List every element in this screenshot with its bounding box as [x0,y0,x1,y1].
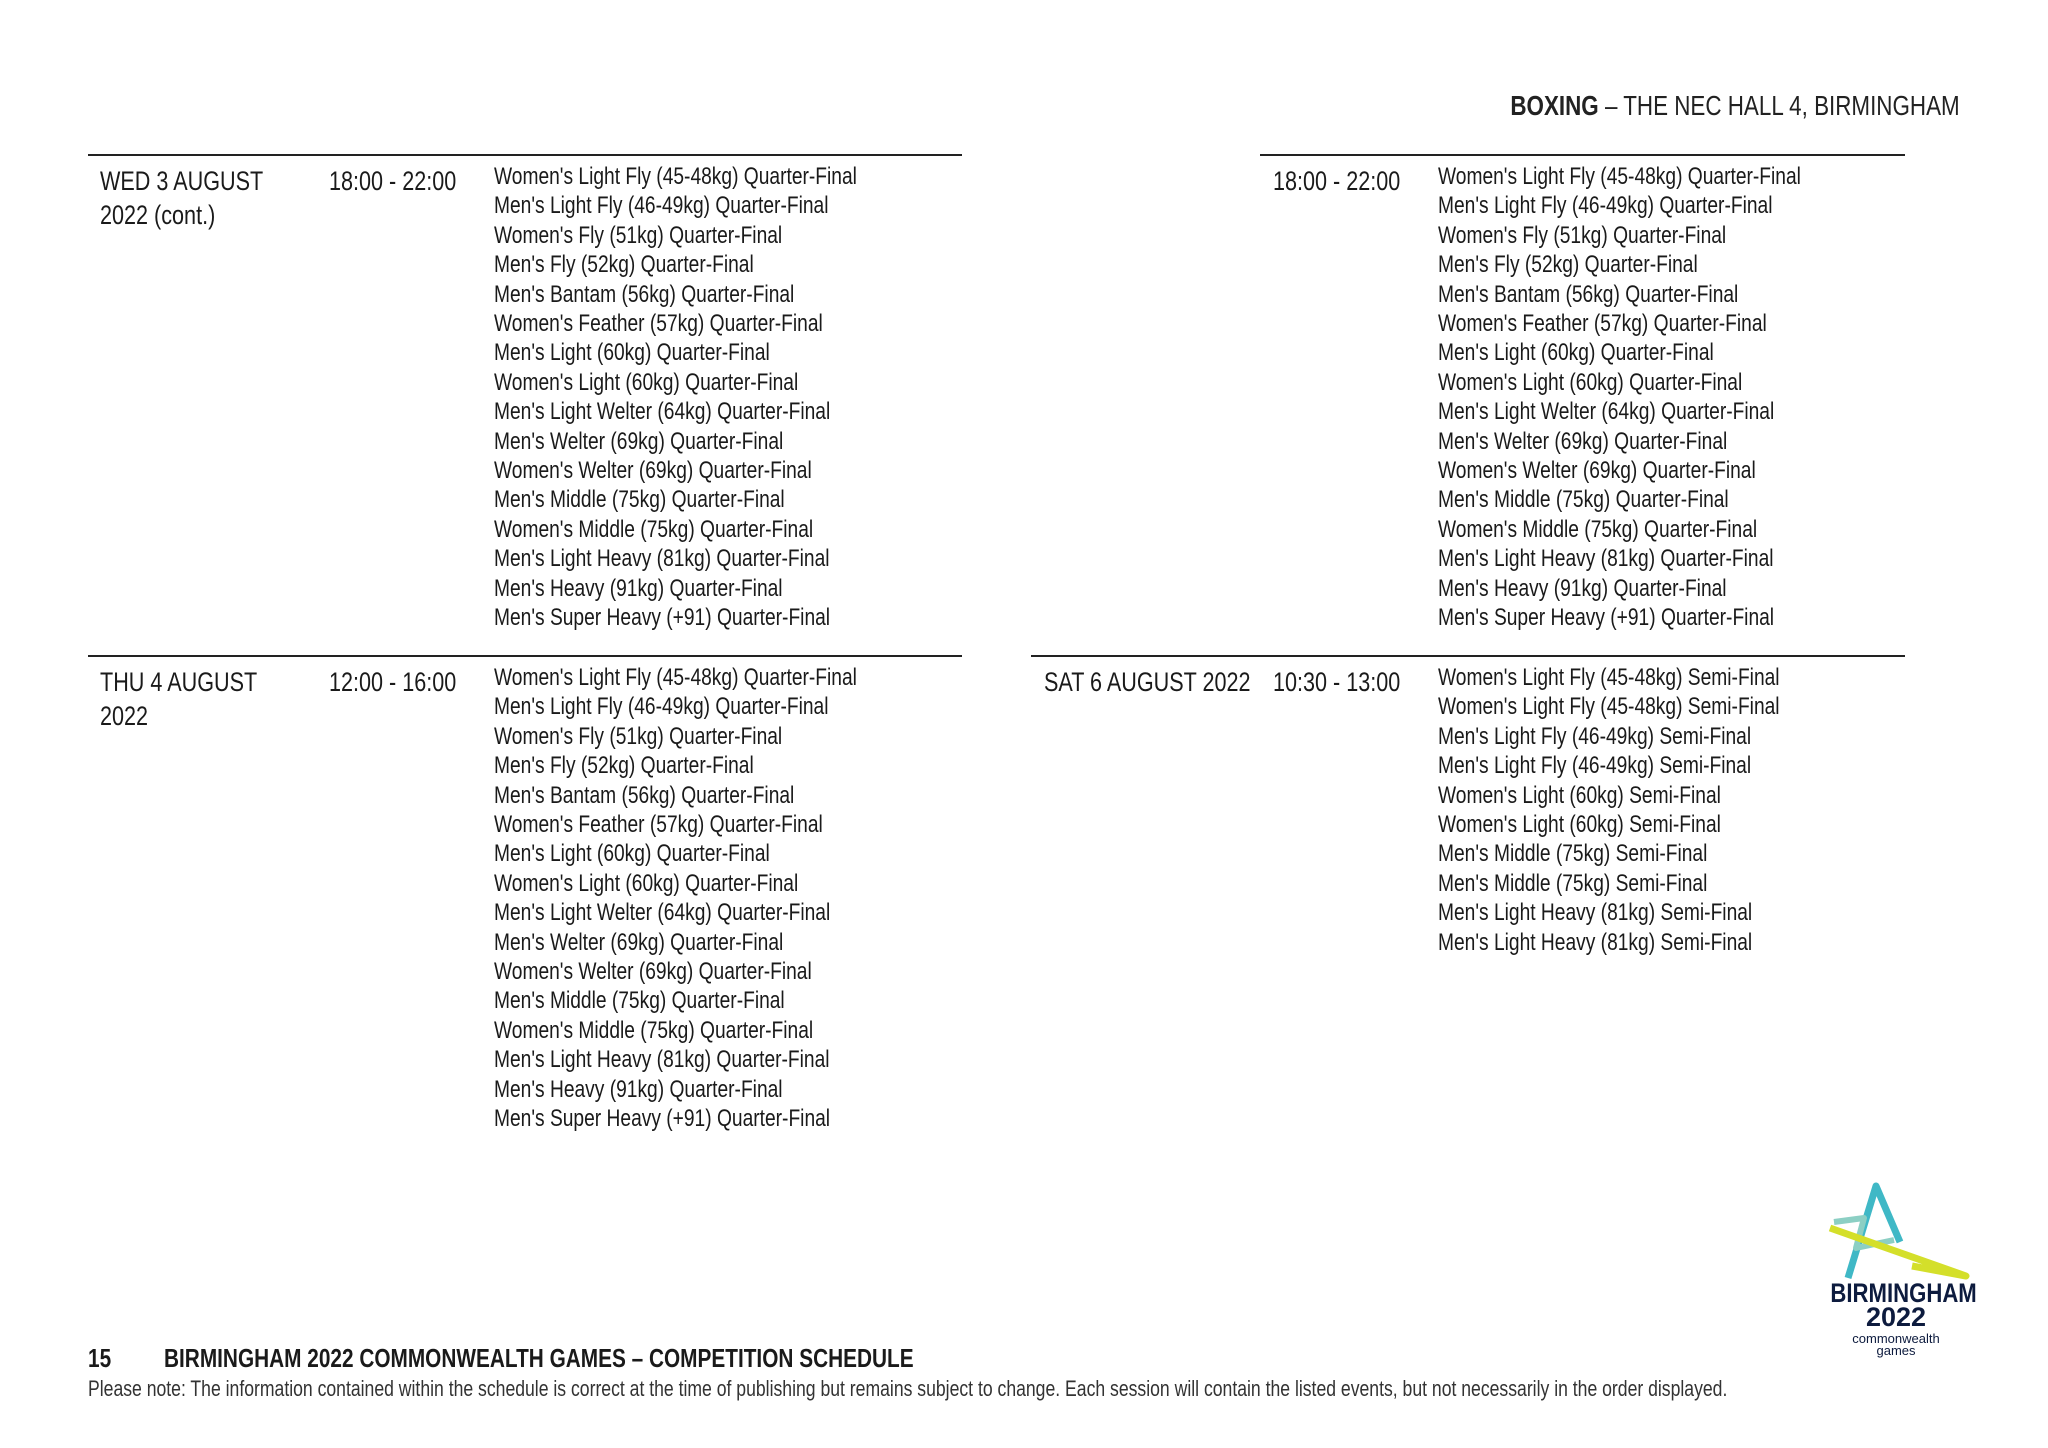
event-item: Men's Light Heavy (81kg) Semi-Final [1438,928,1753,956]
event-item: Men's Welter (69kg) Quarter-Final [494,928,784,956]
session-time: 10:30 - 13:00 [1273,667,1401,697]
event-item: Women's Light (60kg) Quarter-Final [1438,368,1743,396]
event-item: Men's Light Welter (64kg) Quarter-Final [1438,398,1775,426]
session-date-line: 2022 [100,701,149,731]
event-item: Men's Welter (69kg) Quarter-Final [1438,427,1728,455]
event-item: Men's Light Fly (46-49kg) Quarter-Final [1438,192,1773,220]
event-list [494,663,948,1134]
event-item: Women's Fly (51kg) Quarter-Final [494,221,783,249]
event-item: Women's Middle (75kg) Quarter-Final [494,515,814,543]
event-item: Women's Middle (75kg) Quarter-Final [1438,515,1758,543]
event-item: Women's Welter (69kg) Quarter-Final [494,457,812,485]
triangle-emblem-icon [1816,1178,1976,1283]
page-number: 15 [88,1343,112,1373]
event-item: Women's Light Fly (45-48kg) Semi-Final [1438,664,1780,691]
event-item: Men's Light Fly (46-49kg) Semi-Final [1438,722,1752,750]
event-item: Women's Middle (75kg) Quarter-Final [494,1016,814,1044]
session-time: 18:00 - 22:00 [1273,166,1401,196]
event-item: Women's Fly (51kg) Quarter-Final [1438,221,1727,249]
logo-wordmark: BIRMINGHAM [1830,1278,1977,1308]
session-block [1031,655,1905,975]
session-block [88,655,962,1135]
session-time: 12:00 - 16:00 [329,667,457,697]
event-item: Men's Middle (75kg) Semi-Final [1438,869,1708,897]
event-item: Men's Light (60kg) Quarter-Final [1438,339,1714,367]
document-title: BIRMINGHAM 2022 COMMONWEALTH GAMES – COMPETITION SCHEDULE [164,1343,914,1373]
event-item: Men's Middle (75kg) Quarter-Final [494,486,785,514]
event-item: Women's Light (60kg) Semi-Final [1438,781,1721,809]
event-item: Women's Fly (51kg) Quarter-Final [494,722,783,750]
page-header [1511,90,1960,122]
event-item: Men's Light Heavy (81kg) Semi-Final [1438,899,1753,927]
session-time: 18:00 - 22:00 [329,166,457,196]
event-item: Men's Light (60kg) Quarter-Final [494,840,770,868]
event-item: Men's Light Welter (64kg) Quarter-Final [494,899,831,927]
session-divider [1031,655,1905,657]
event-item: Men's Light Fly (46-49kg) Semi-Final [1438,752,1752,780]
event-item: Women's Light Fly (45-48kg) Quarter-Final [1438,163,1801,190]
event-item: Men's Light Welter (64kg) Quarter-Final [494,398,831,426]
footer-title [88,1343,914,1374]
event-item: Women's Welter (69kg) Quarter-Final [1438,457,1756,485]
event-list [1438,162,1892,633]
logo-subtitle [1816,1333,1976,1357]
session-date [100,665,257,733]
event-item: Women's Light Fly (45-48kg) Quarter-Final [494,664,857,691]
event-item: Men's Middle (75kg) Quarter-Final [1438,486,1729,514]
sport-name: BOXING [1510,90,1600,121]
event-item: Women's Light Fly (45-48kg) Semi-Final [1438,693,1780,721]
session-block [88,154,962,634]
session-divider [88,154,962,156]
event-item: Men's Heavy (91kg) Quarter-Final [494,1075,783,1103]
event-item: Women's Light Fly (45-48kg) Quarter-Final [494,163,857,190]
event-item: Men's Welter (69kg) Quarter-Final [494,427,784,455]
event-item: Men's Super Heavy (+91) Quarter-Final [494,604,831,632]
birmingham-2022-logo [1816,1178,1976,1363]
city-name: , BIRMINGHAM [1801,90,1960,121]
logo-year: 2022 [1865,1302,1927,1332]
disclaimer-note: Please note: The information contained within the schedule is correct at the time of publishing but remains subject to change. Each session will contain the listed events, but not necessarily in the order displayed. [88,1376,1728,1401]
event-item: Men's Bantam (56kg) Quarter-Final [1438,280,1739,308]
event-item: Men's Heavy (91kg) Quarter-Final [1438,574,1727,602]
event-item: Men's Super Heavy (+91) Quarter-Final [1438,604,1775,632]
event-item: Men's Light Fly (46-49kg) Quarter-Final [494,192,829,220]
session-date-line: WED 3 AUGUST [100,166,264,196]
event-item: Men's Light Heavy (81kg) Quarter-Final [494,1046,830,1074]
session-divider [1260,154,1905,156]
event-item: Men's Super Heavy (+91) Quarter-Final [494,1105,831,1133]
event-item: Men's Middle (75kg) Semi-Final [1438,840,1708,868]
session-date-line: SAT 6 AUGUST 2022 [1044,667,1251,697]
logo-subtitle-line: commonwealth [1852,1331,1940,1346]
session-date-line: 2022 (cont.) [100,200,216,230]
event-item: Women's Feather (57kg) Quarter-Final [1438,310,1767,338]
event-item: Women's Feather (57kg) Quarter-Final [494,310,823,338]
event-item: Men's Light (60kg) Quarter-Final [494,339,770,367]
session-divider [88,655,962,657]
event-list [1438,663,1865,957]
event-item: Women's Light (60kg) Quarter-Final [494,869,799,897]
event-item: Men's Fly (52kg) Quarter-Final [1438,251,1698,279]
event-item: Men's Light Heavy (81kg) Quarter-Final [494,545,830,573]
logo-subtitle-line: games [1876,1343,1916,1358]
event-item: Men's Light Heavy (81kg) Quarter-Final [1438,545,1774,573]
event-item: Men's Light Fly (46-49kg) Quarter-Final [494,693,829,721]
event-item: Men's Middle (75kg) Quarter-Final [494,987,785,1015]
event-item: Men's Bantam (56kg) Quarter-Final [494,781,795,809]
event-item: Women's Light (60kg) Semi-Final [1438,811,1721,839]
event-item: Men's Heavy (91kg) Quarter-Final [494,574,783,602]
event-list [494,162,948,633]
session-date [1044,665,1251,699]
event-item: Men's Fly (52kg) Quarter-Final [494,251,754,279]
session-date-line: THU 4 AUGUST [100,667,258,697]
venue-name: – THE NEC HALL 4 [1605,90,1802,121]
event-item: Women's Feather (57kg) Quarter-Final [494,811,823,839]
event-item: Men's Bantam (56kg) Quarter-Final [494,280,795,308]
session-block [1031,154,1905,634]
event-item: Women's Welter (69kg) Quarter-Final [494,958,812,986]
session-date [100,164,263,232]
event-item: Women's Light (60kg) Quarter-Final [494,368,799,396]
event-item: Men's Fly (52kg) Quarter-Final [494,752,754,780]
